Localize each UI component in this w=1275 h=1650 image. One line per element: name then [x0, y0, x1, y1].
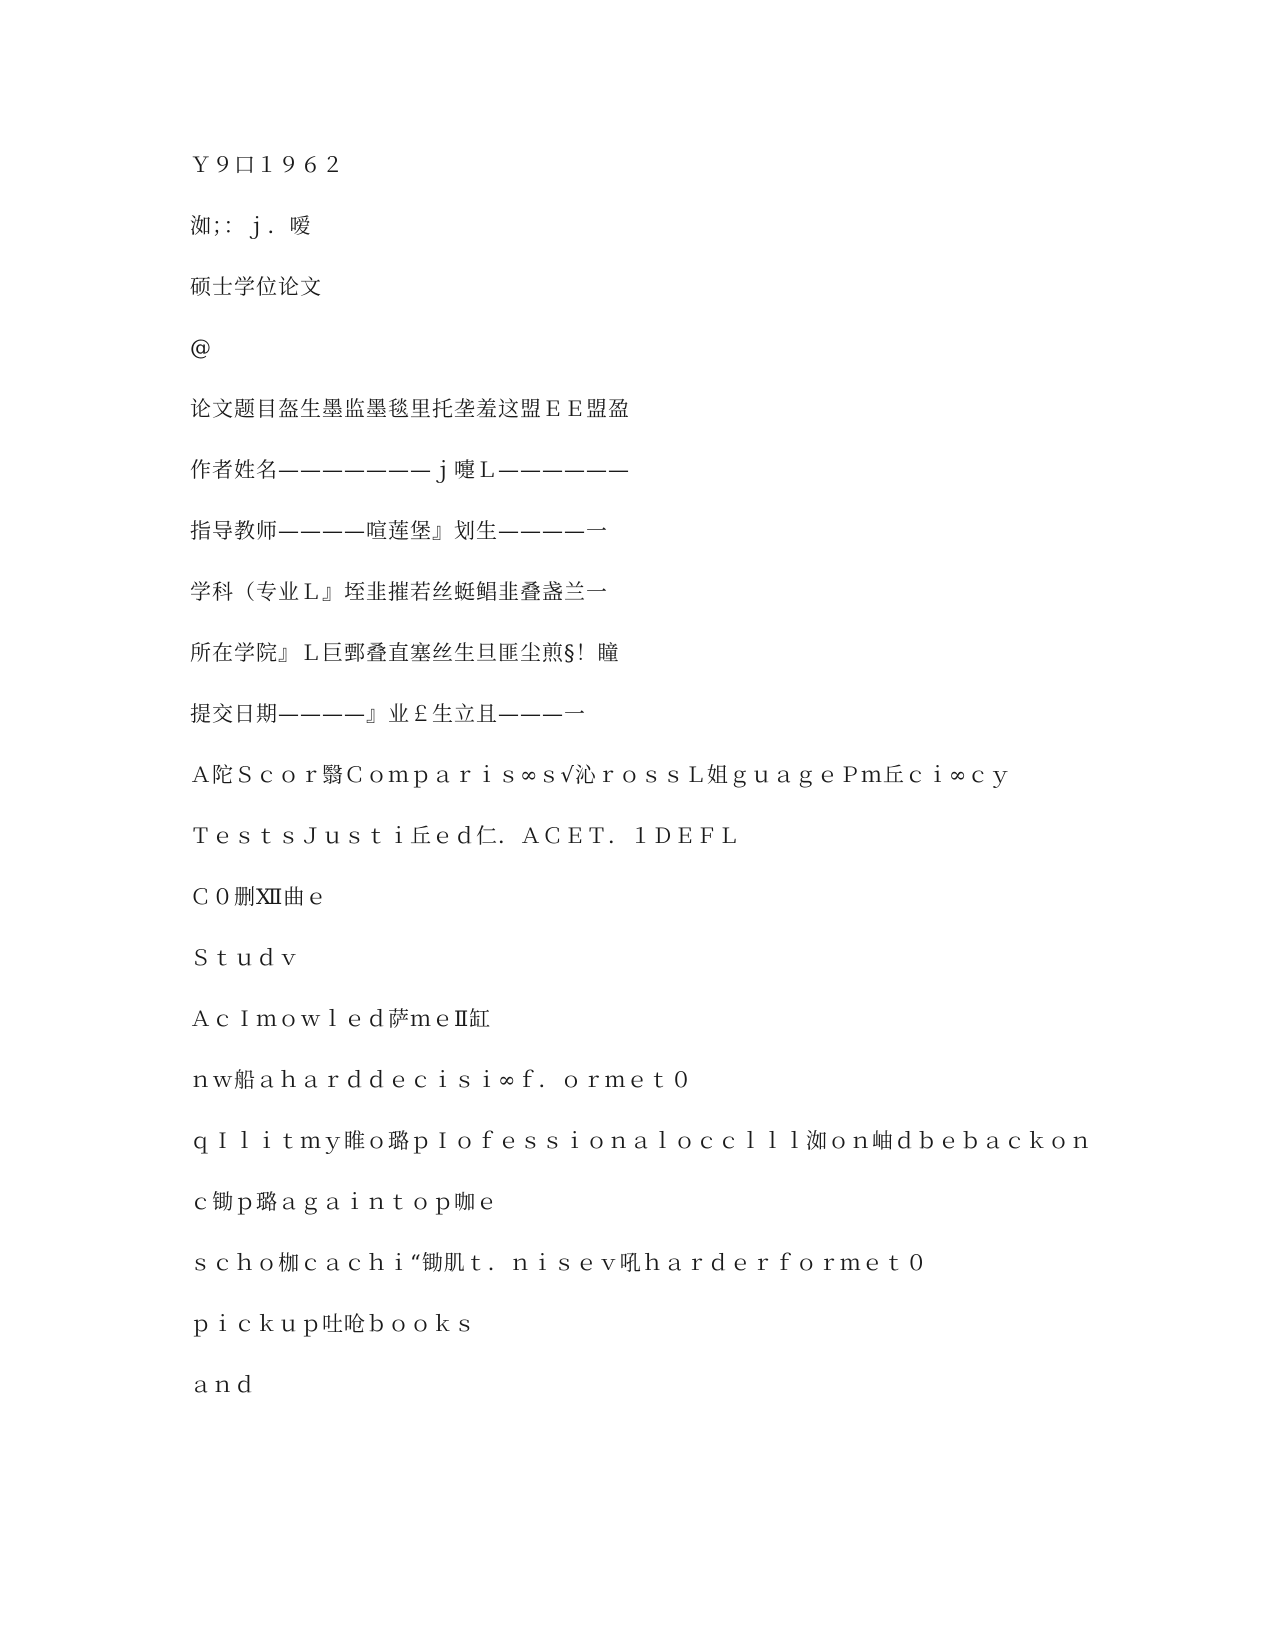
document-line-7: 指导教师————喧莲堡』划生————一 — [190, 519, 608, 543]
document-line-3: 硕士学位论文 — [190, 275, 322, 299]
document-line-15: ＡｃＩｍｏｗｌｅｄ萨ｍｅⅡ缸 — [190, 1007, 492, 1031]
document-line-8: 学科（专业Ｌ』垤韭摧若丝蜓鲳韭叠盏兰一 — [190, 580, 608, 604]
document-line-20: ｐｉｃｋｕｐ吐呛ｂｏｏｋｓ — [190, 1312, 476, 1336]
document-line-18: ｃ锄ｐ璐ａｇａｉｎｔｏｐ咖ｅ — [190, 1190, 498, 1214]
document-line-10: 提交日期————』业￡生立且———一 — [190, 702, 586, 726]
document-line-4: @ — [190, 336, 212, 360]
document-line-12: ＴｅｓｔｓＪｕｓｔｉ丘ｅｄ仁．ＡＣＥＴ．１ＤＥＦＬ — [190, 824, 740, 848]
document-line-19: ｓｃｈｏ枷ｃａｃｈｉ“锄肌ｔ．ｎｉｓｅｖ吼ｈａｒｄｅｒｆｏｒｍｅｔ０ — [190, 1251, 928, 1275]
document-line-9: 所在学院』Ｌ巨鄄叠直塞丝生旦匪尘煎§！瞳 — [190, 641, 620, 665]
document-body — [190, 150, 1100, 1431]
document-line-17: ｑＩｌｉｔｍｙ睢ｏ璐ｐＩｏｆｅｓｓｉｏｎａｌｏｃｃｌｌｌ洳ｏｎ岫ｄｂｅｂａｃｋｏｎ — [190, 1129, 1092, 1153]
document-line-2: 洳；：ｊ．嗳 — [190, 214, 312, 238]
document-line-6: 作者姓名———————ｊ嚏Ｌ—————— — [190, 458, 630, 482]
document-line-13: Ｃ０删Ⅻ曲ｅ — [190, 885, 328, 909]
document-line-1: Ｙ９口１９６２ — [190, 153, 344, 177]
document-line-11: Ａ陀Ｓｃｏｒ翳Ｃｏｍｐａｒｉｓ∞ｓ√沁ｒｏｓｓＬ姐ｇｕａｇｅＰｍ丘ｃｉ∞ｃｙ — [190, 763, 1012, 787]
document-line-14: Ｓｔｕｄｖ — [190, 946, 300, 970]
document-line-21: ａｎｄ — [190, 1373, 256, 1397]
document-line-16: ｎｗ船ａｈａｒｄｄｅｃｉｓｉ∞ｆ．ｏｒｍｅｔ０ — [190, 1068, 693, 1092]
document-line-5: 论文题目盔生墨监墨毯里托垄羞这盟ＥＥ盟盈 — [190, 397, 630, 421]
